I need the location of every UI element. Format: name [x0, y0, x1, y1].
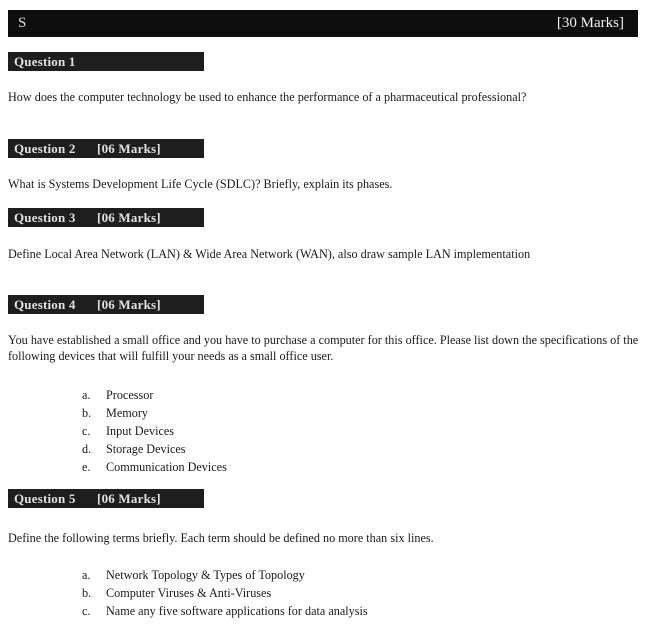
- list-item-text: Storage Devices: [106, 442, 186, 456]
- question-4-list: [82, 386, 482, 476]
- list-item-letter: c.: [82, 424, 91, 438]
- list-item: [82, 440, 482, 458]
- question-5-list: [82, 566, 502, 620]
- list-item-text: Name any five software applications for data analysis: [106, 604, 368, 618]
- list-item-letter: b.: [82, 406, 92, 420]
- list-item-letter: b.: [82, 586, 92, 600]
- question-4-marks: [06 Marks]: [97, 297, 161, 312]
- list-item-text: Processor: [106, 388, 154, 402]
- list-item: [82, 404, 482, 422]
- question-1-heading: [8, 52, 204, 71]
- list-item: [82, 458, 482, 476]
- question-2-marks: [06 Marks]: [97, 141, 161, 156]
- list-item: [82, 422, 482, 440]
- list-item-text: Input Devices: [106, 424, 175, 438]
- question-3-text: Define Local Area Network (LAN) & Wide Area Network (WAN), also draw sample LAN implementation: [8, 247, 531, 261]
- question-4-heading: [8, 295, 204, 314]
- section-title: S: [18, 15, 27, 31]
- question-2-label: Question 2: [14, 141, 76, 156]
- list-item-letter: e.: [82, 460, 91, 474]
- question-3-label: Question 3: [14, 210, 76, 225]
- question-2-heading: [8, 139, 204, 158]
- section-total-marks: [30 Marks]: [556, 15, 624, 31]
- question-5-heading: [8, 489, 204, 508]
- section-header: [8, 10, 638, 37]
- list-item: [82, 566, 502, 584]
- question-5-text: Define the following terms briefly. Each term should be defined no more than six lines.: [8, 531, 434, 545]
- list-item-letter: a.: [82, 568, 91, 582]
- list-item-text: Memory: [106, 406, 148, 420]
- list-item-text: Computer Viruses & Anti-Viruses: [106, 586, 272, 600]
- question-2-text: What is Systems Development Life Cycle (SDLC)? Briefly, explain its phases.: [8, 177, 393, 191]
- question-4-text: You have established a small office and you have to purchase a computer for this office. Please list down the specifications of the following devices that will fulfill your needs as a small office user.: [8, 333, 639, 363]
- question-4-label: Question 4: [14, 297, 76, 312]
- list-item-text: Network Topology & Types of Topology: [106, 568, 305, 582]
- question-5-marks: [06 Marks]: [97, 491, 161, 506]
- question-5-label: Question 5: [14, 491, 76, 506]
- question-3-heading: [8, 208, 204, 227]
- list-item-letter: d.: [82, 442, 92, 456]
- list-item: [82, 386, 482, 404]
- question-1-label: Question 1: [14, 54, 76, 69]
- list-item-letter: c.: [82, 604, 91, 618]
- list-item: [82, 602, 502, 620]
- list-item-text: Communication Devices: [106, 460, 227, 474]
- question-1-text: How does the computer technology be used to enhance the performance of a pharmaceutical professional?: [8, 90, 527, 104]
- list-item-letter: a.: [82, 388, 91, 402]
- list-item: [82, 584, 502, 602]
- question-3-marks: [06 Marks]: [97, 210, 161, 225]
